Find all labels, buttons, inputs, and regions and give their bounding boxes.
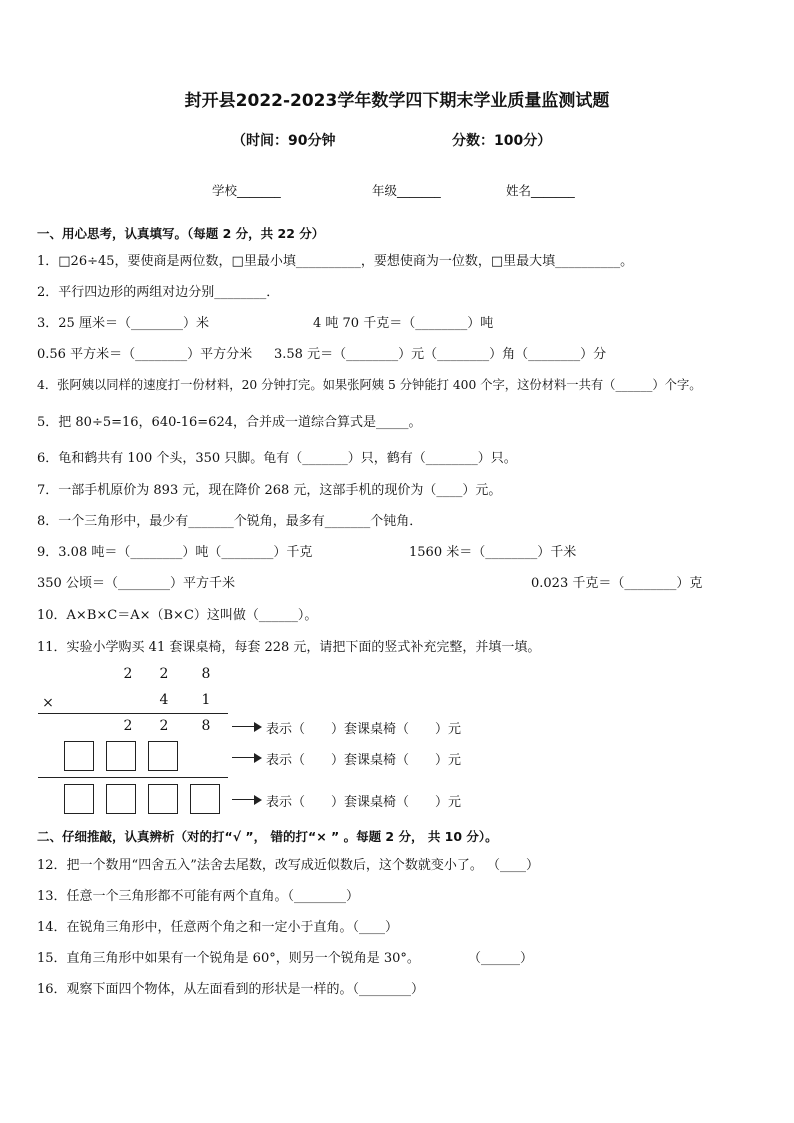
question-10: 10．A×B×C＝A×（B×C）这叫做（______）。 (37, 608, 318, 623)
question-9c: 350 公顷＝（________）平方千米 (37, 576, 235, 591)
right-arrow-icon (232, 722, 262, 732)
calc-note-2: 表示（ ）套课桌椅（ ）元 (266, 753, 462, 768)
partial-product-digit: 8 (201, 718, 211, 734)
calc-line-2 (38, 777, 228, 778)
section2-heading: 二、仔细推敲，认真辨析（对的打“√ ”， 错的打“× ” 。每题 2 分， 共 10 分）。 (37, 829, 498, 844)
name-field: 姓名_______ (506, 183, 575, 198)
question-12: 12．把一个数用“四舍五入”法舍去尾数，改写成近似数后，这个数就变小了。 （____） (37, 858, 539, 873)
question-11: 11．实验小学购买 41 套课桌椅，每套 228 元，请把下面的竖式补充完整，并填一填。 (37, 640, 541, 655)
question-9b: 1560 米＝（________）千米 (409, 545, 577, 560)
multiplicand-digit: 2 (159, 666, 169, 682)
answer-box[interactable] (106, 741, 136, 771)
question-6: 6．龟和鹤共有 100 个头，350 只脚。龟有（_______）只，鹤有（________）只。 (37, 451, 517, 466)
question-3c: 0.56 平方米＝（________）平方分米 (37, 347, 253, 362)
question-16: 16．观察下面四个物体，从左面看到的形状是一样的。（________） (37, 982, 425, 997)
calc-note-3: 表示（ ）套课桌椅（ ）元 (266, 795, 462, 810)
times-sign: × (42, 695, 54, 711)
school-field: 学校_______ (212, 183, 281, 198)
multiplier-digit: 1 (201, 692, 211, 708)
partial-product-digit: 2 (159, 718, 169, 734)
section1-heading: 一、用心思考，认真填写。（每题 2 分，共 22 分） (37, 226, 325, 241)
question-15-blank: （______） (468, 951, 534, 966)
grade-field: 年级_______ (372, 183, 441, 198)
answer-box[interactable] (64, 741, 94, 771)
exam-time: （时间：90分钟 (232, 133, 336, 149)
question-3b: 4 吨 70 千克＝（________）吨 (313, 316, 494, 331)
answer-box[interactable] (190, 784, 220, 814)
multiplicand-digit: 2 (123, 666, 133, 682)
question-5: 5．把 80÷5=16，640-16=624，合并成一道综合算式是_____。 (37, 415, 422, 430)
calc-line-1 (38, 713, 228, 714)
answer-box[interactable] (64, 784, 94, 814)
question-15: 15．直角三角形中如果有一个锐角是 60°，则另一个锐角是 30°。 (37, 951, 420, 966)
answer-box[interactable] (148, 784, 178, 814)
question-1: 1．□26÷45，要使商是两位数，□里最小填__________，要想使商为一位数，□里最大填__________。 (37, 254, 634, 269)
partial-product-digit: 2 (123, 718, 133, 734)
question-13: 13．任意一个三角形都不可能有两个直角。（________） (37, 889, 360, 904)
question-9d: 0.023 千克＝（________）克 (531, 576, 703, 591)
multiplicand-digit: 8 (201, 666, 211, 682)
question-9a: 9．3.08 吨＝（________）吨（________）千克 (37, 545, 313, 560)
answer-box[interactable] (148, 741, 178, 771)
question-14: 14．在锐角三角形中，任意两个角之和一定小于直角。（____） (37, 920, 399, 935)
question-7: 7．一部手机原价为 893 元，现在降价 268 元，这部手机的现价为（____）元。 (37, 483, 502, 498)
question-2: 2．平行四边形的两组对边分别________． (37, 285, 280, 300)
question-8: 8．一个三角形中，最少有_______个锐角，最多有_______个钝角． (37, 514, 423, 529)
exam-title: 封开县2022-2023学年数学四下期末学业质量监测试题 (184, 91, 610, 111)
answer-box[interactable] (106, 784, 136, 814)
question-4: 4．张阿姨以同样的速度打一份材料，20 分钟打完。如果张阿姨 5 分钟能打 400 个字，这份材料一共有（______）个字。 (37, 378, 702, 392)
multiplier-digit: 4 (159, 692, 169, 708)
question-3a: 3．25 厘米＝（________）米 (37, 316, 209, 331)
calc-note-1: 表示（ ）套课桌椅（ ）元 (266, 722, 462, 737)
question-3d: 3.58 元＝（________）元（________）角（________）分 (274, 347, 607, 362)
right-arrow-icon (232, 753, 262, 763)
right-arrow-icon (232, 795, 262, 805)
exam-score: 分数：100分） (452, 133, 552, 149)
